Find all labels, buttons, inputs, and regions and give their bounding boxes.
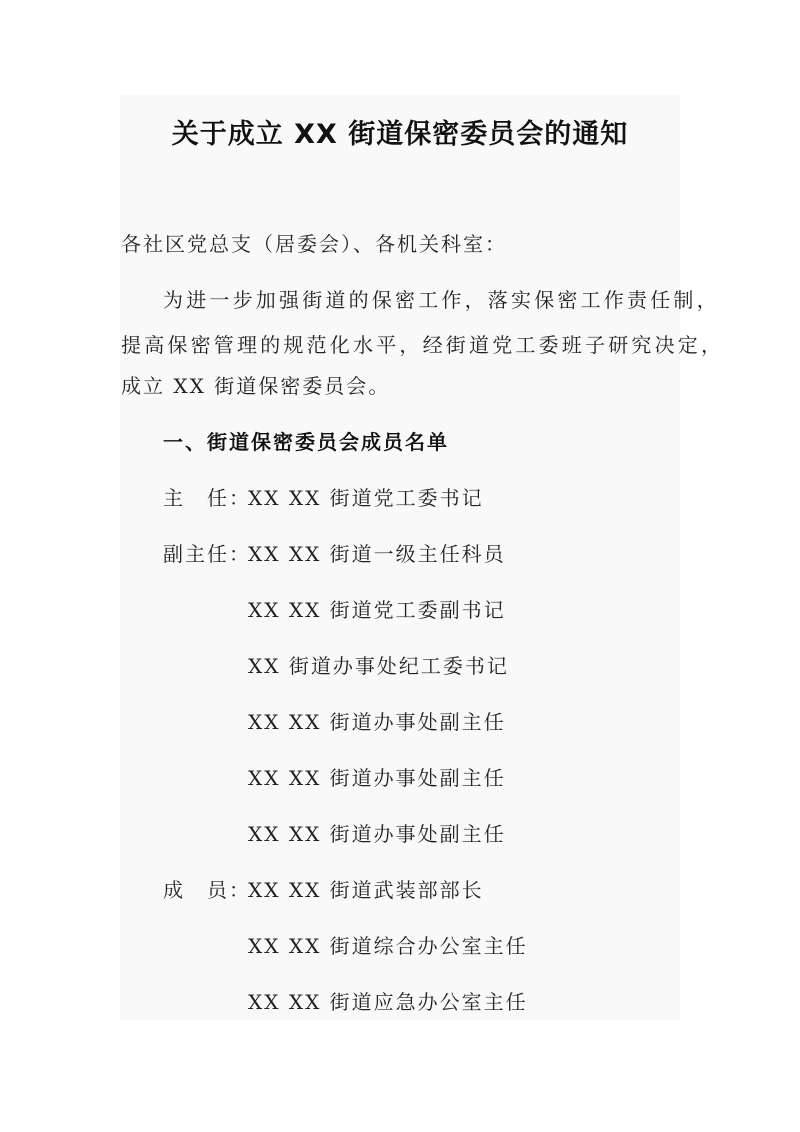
- salutation: 各社区党总支（居委会）、各机关科室：: [121, 232, 507, 256]
- member-3: XX XX 街道应急办公室主任: [248, 990, 528, 1014]
- member-deputy-6: XX XX 街道办事处副主任: [248, 822, 506, 846]
- member-deputy-5: XX XX 街道办事处副主任: [248, 766, 506, 790]
- member-director: XX XX 街道党工委书记: [248, 486, 484, 510]
- role-label-deputy: 副主任：: [163, 542, 251, 566]
- role-label-director: 主 任：: [163, 486, 251, 510]
- body-paragraph-line-2: 提高保密管理的规范化水平，经街道党工委班子研究决定，: [121, 333, 725, 357]
- section-heading: 一、街道保密委员会成员名单: [163, 430, 449, 454]
- member-2: XX XX 街道综合办公室主任: [248, 934, 528, 958]
- member-deputy-4: XX XX 街道办事处副主任: [248, 710, 506, 734]
- role-label-members: 成 员：: [163, 878, 251, 902]
- member-deputy-1: XX XX 街道一级主任科员: [248, 542, 506, 566]
- body-paragraph-line-3: 成立 XX 街道保密委员会。: [121, 374, 391, 398]
- document-title: 关于成立 XX 街道保密委员会的通知: [171, 119, 629, 150]
- member-1: XX XX 街道武装部部长: [248, 878, 484, 902]
- member-deputy-2: XX XX 街道党工委副书记: [248, 598, 506, 622]
- member-deputy-3: XX 街道办事处纪工委书记: [248, 654, 509, 678]
- body-paragraph-line-1: 为进一步加强街道的保密工作，落实保密工作责任制，: [163, 288, 720, 312]
